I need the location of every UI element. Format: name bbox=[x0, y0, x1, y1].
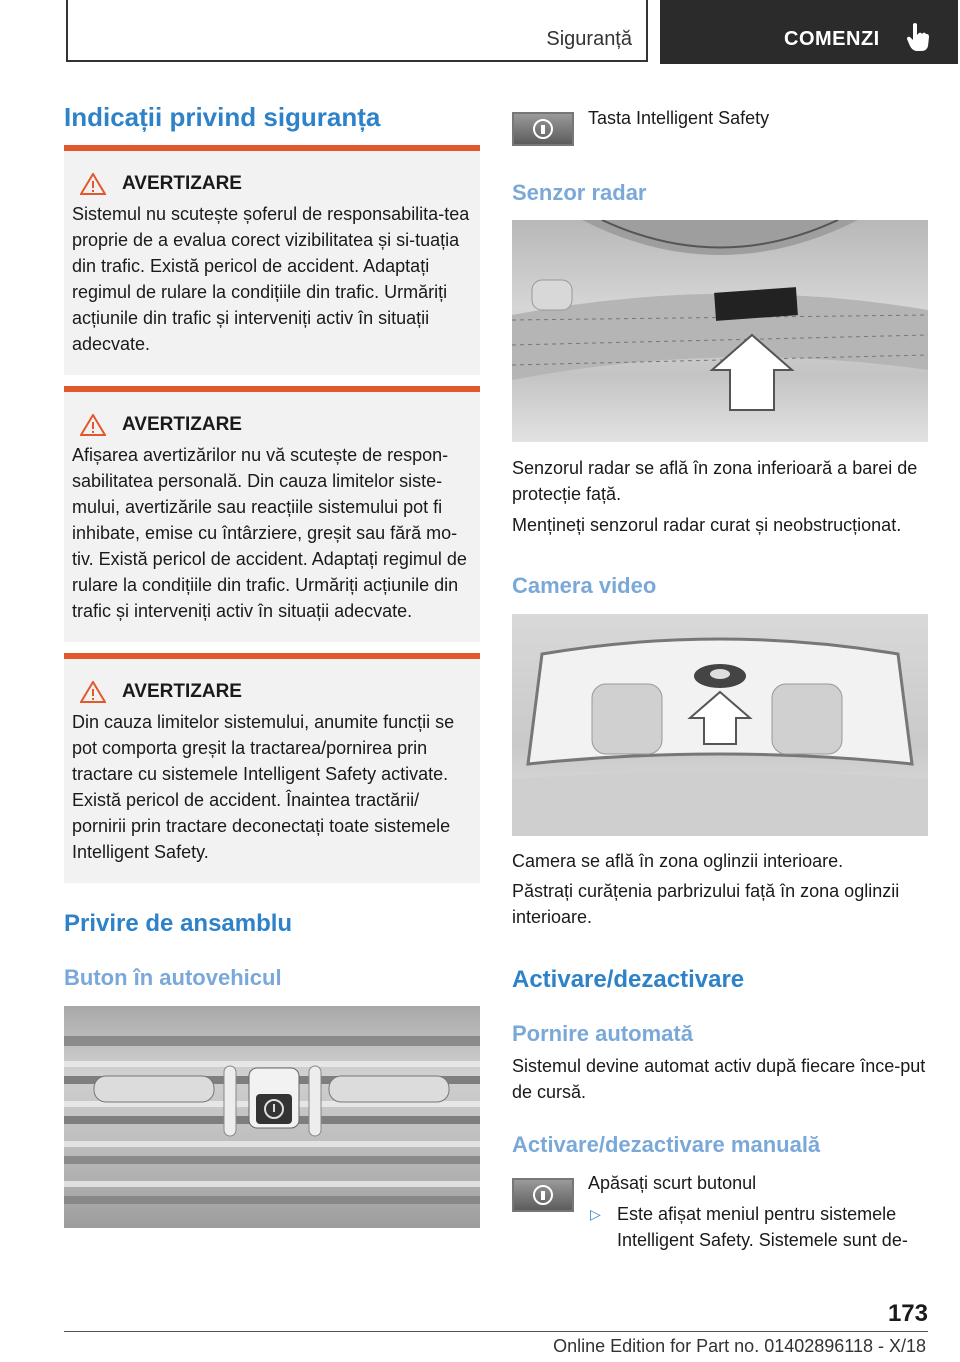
radar-sensor-photo bbox=[512, 220, 928, 442]
bullet-triangle-icon: ▷ bbox=[590, 1206, 601, 1222]
warning-box bbox=[64, 386, 480, 642]
footer-divider bbox=[64, 1331, 928, 1332]
header-section-box bbox=[66, 0, 648, 62]
bullet-text: Este afișat meniul pentru sistemele Intelligent Safety. Sistemele sunt de‐ bbox=[617, 1204, 908, 1250]
footer-edition: Online Edition for Part no. 01402896118 - X/18 bbox=[553, 1336, 926, 1356]
key-caption: Tasta Intelligent Safety bbox=[588, 108, 770, 128]
warning-box bbox=[64, 145, 480, 375]
overview-heading: Privire de ansamblu bbox=[64, 910, 293, 937]
header-command-label: COMENZI bbox=[784, 28, 880, 50]
activation-heading: Activare/dezactivare bbox=[512, 966, 745, 993]
dashboard-button-photo bbox=[64, 1006, 480, 1228]
warning-triangle-icon bbox=[80, 414, 106, 436]
manual-text: Apăsați scurt butonul bbox=[588, 1173, 757, 1193]
warning-label: AVERTIZARE bbox=[122, 173, 242, 194]
warning-triangle-icon bbox=[80, 681, 106, 703]
radar-text-2: Mențineți senzorul radar curat și neobstrucționat. bbox=[512, 515, 902, 535]
warning-triangle-icon bbox=[80, 173, 106, 195]
warning-box bbox=[64, 653, 480, 883]
header-command-tab[interactable] bbox=[660, 0, 958, 64]
page-title: Indicații privind siguranța bbox=[64, 102, 381, 132]
radar-text-1: Senzorul radar se află în zona inferioară a barei de protecție față. bbox=[512, 458, 918, 504]
auto-start-text: Sistemul devine automat activ după fiecare înce‐put de cursă. bbox=[512, 1056, 926, 1102]
radar-heading: Senzor radar bbox=[512, 180, 647, 205]
warning-text: Din cauza limitelor sistemului, anumite funcții se pot comporta greșit la tractarea/pornirea prin tractare cu sistemele Intelligent Safety activate. Există pericol de accident. Înaintea tractării/ pornirii prin tractare deconectați toate sistemele Intelligent Safety. bbox=[72, 712, 455, 862]
intelligent-safety-key-icon bbox=[512, 1178, 574, 1212]
header-section-title: Siguranță bbox=[546, 28, 632, 50]
camera-heading: Camera video bbox=[512, 573, 657, 598]
hand-pointer-icon bbox=[906, 22, 930, 52]
auto-start-heading: Pornire automată bbox=[512, 1021, 693, 1046]
camera-text-2: Păstrați curățenia parbrizului față în zona oglinzii interioare. bbox=[512, 881, 900, 927]
warning-label: AVERTIZARE bbox=[122, 414, 242, 435]
manual-heading: Activare/dezactivare manuală bbox=[512, 1132, 821, 1157]
warning-text: Sistemul nu scutește șoferul de responsabilita‐tea proprie de a evalua corect vizibilitatea și si‐tuația din trafic. Există pericol de accident. Adaptați regimul de rulare la condițiile din trafic. Urmăriți acțiunile din trafic și interveniți activ în situații adecvate. bbox=[72, 204, 470, 354]
warning-text: Afișarea avertizărilor nu vă scutește de respon‐sabilitatea personală. Din cauza limitelor siste‐mului, avertizările sau reacțiile sistemului pot fi inhibate, emise cu întârziere, greșit sau fără mo‐tiv. Există pericol de accident. Adaptați regimul de rulare la condițiile din trafic. Urmăriți acțiunile din trafic și interveniți activ în situații adecvate. bbox=[72, 445, 467, 621]
camera-photo bbox=[512, 614, 928, 836]
button-heading: Buton în autovehicul bbox=[64, 965, 282, 990]
camera-text-1: Camera se află în zona oglinzii interioare. bbox=[512, 851, 844, 871]
warning-label: AVERTIZARE bbox=[122, 681, 242, 702]
page-number: 173 bbox=[887, 1300, 928, 1327]
intelligent-safety-key-icon bbox=[512, 112, 574, 146]
